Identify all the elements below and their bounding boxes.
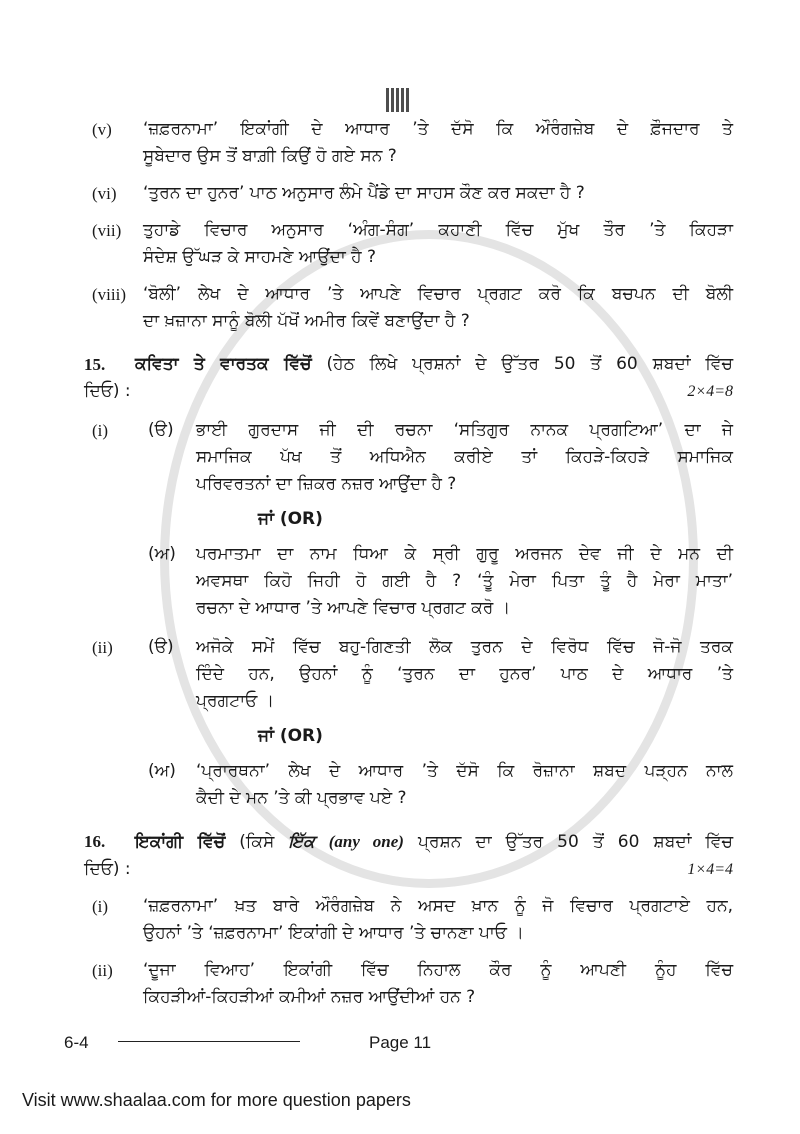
question-item [92, 281, 733, 335]
question-heading [135, 351, 733, 378]
heading-emphasis: ਇੱਕ [288, 832, 315, 852]
question-heading [135, 828, 733, 856]
item-label: (i) [92, 897, 109, 916]
heading-text: ਪ੍ਰਸ਼ਨ ਦਾ ਉੱਤਰ 50 ਤੋਂ 60 ਸ਼ਬਦਾਂ ਵਿੱਚ [417, 832, 734, 852]
item-label: (viii) [92, 285, 126, 304]
question-15 [84, 351, 733, 378]
question-item [92, 957, 733, 1011]
question-line: ਦਿੰਦੇ ਹਨ, ਉਹਨਾਂ ਨੂੰ ‘ਤੁਰਨ ਦਾ ਹੁਨਰ’ ਪਾਠ ਦੇ ਆਧਾਰ ’ਤੇ [196, 664, 733, 684]
question-item [92, 893, 733, 947]
question-line: ‘ਤੁਰਨ ਦਾ ਹੁਨਰ’ ਪਾਠ ਅਨੁਸਾਰ ਲੰਮੇ ਪੈਂਡੇ ਦਾ ਸਾਹਸ ਕੌਣ ਕਰ ਸਕਦਾ ਹੈ ? [143, 183, 585, 203]
or-separator: ਜਾਂ (OR) [258, 509, 323, 529]
question-item [92, 634, 733, 715]
question-line: ਭਾਈ ਗੁਰਦਾਸ ਜੀ ਦੀ ਰਚਨਾ ‘ਸਤਿਗੁਰ ਨਾਨਕ ਪ੍ਰਗਟਿਆ’ ਦਾ ਜੇ [196, 420, 733, 440]
item-label: (vi) [92, 184, 117, 203]
page-footer [64, 1029, 733, 1059]
heading-english: (any one) [328, 832, 404, 851]
question-line: ‘ਜ਼ਫ਼ਰਨਾਮਾ’ ਇਕਾਂਗੀ ਦੇ ਆਧਾਰ ’ਤੇ ਦੱਸੋ ਕਿ ਔਰੰਗਜ਼ੇਬ ਦੇ ਫ਼ੌਜਦਾਰ ਤੇ [143, 119, 733, 139]
paper-code: 6-4 [64, 1033, 89, 1052]
question-item [92, 180, 733, 207]
question-line: ‘ਪ੍ਰਾਰਥਨਾ’ ਲੇਖ ਦੇ ਆਧਾਰ ’ਤੇ ਦੱਸੋ ਕਿ ਰੋਜ਼ਾਨਾ ਸ਼ਬਦ ਪੜ੍ਹਨ ਨਾਲ [196, 761, 733, 781]
question-line: ਅਜੋਕੇ ਸਮੇਂ ਵਿੱਚ ਬਹੁ-ਗਿਣਤੀ ਲੋਕ ਤੁਰਨ ਦੇ ਵਿਰੋਧ ਵਿੱਚ ਜੋ-ਜੋ ਤਰਕ [196, 637, 733, 657]
marks: 1×4=4 [687, 861, 733, 878]
question-item [92, 541, 733, 622]
question-line: ਕਿਹੜੀਆਂ-ਕਿਹੜੀਆਂ ਕਮੀਆਂ ਨਜ਼ਰ ਆਉਂਦੀਆਂ ਹਨ ? [143, 987, 476, 1007]
heading-text: (ਹੇਠ ਲਿਖੇ ਪ੍ਰਸ਼ਨਾਂ ਦੇ ਉੱਤਰ 50 ਤੋਂ 60 ਸ਼ਬਦਾਂ ਵਿੱਚ [326, 354, 734, 374]
question-item [92, 217, 733, 271]
item-label: (i) [92, 421, 109, 440]
option-label: (ੳ) [148, 637, 174, 657]
option-label: (ਅ) [148, 761, 176, 781]
option-label: (ੳ) [148, 420, 174, 440]
footer-divider [118, 1041, 300, 1042]
item-label: (v) [92, 120, 112, 139]
item-label: (ii) [92, 961, 113, 980]
question-item [92, 116, 733, 170]
or-separator: ਜਾਂ (OR) [258, 726, 323, 746]
qr-code-icon [386, 88, 410, 112]
item-label: (ii) [92, 638, 113, 657]
question-line: ਪਰਮਾਤਮਾ ਦਾ ਨਾਮ ਧਿਆ ਕੇ ਸ੍ਰੀ ਗੁਰੂ ਅਰਜਨ ਦੇਵ ਜੀ ਦੇ ਮਨ ਦੀ [196, 544, 733, 564]
question-16 [84, 828, 733, 856]
question-line: ਰਚਨਾ ਦੇ ਆਧਾਰ ’ਤੇ ਆਪਣੇ ਵਿਚਾਰ ਪ੍ਰਗਟ ਕਰੋ । [196, 598, 511, 618]
question-line: ਪ੍ਰਗਟਾਓ । [196, 691, 275, 711]
question-line: ‘ਬੋਲੀ’ ਲੇਖ ਦੇ ਆਧਾਰ ’ਤੇ ਆਪਣੇ ਵਿਚਾਰ ਪ੍ਰਗਟ ਕਰੋ ਕਿ ਬਚਪਨ ਦੀ ਬੋਲੀ [143, 284, 733, 304]
page-number: Page 11 [369, 1033, 432, 1052]
question-line: ‘ਦੂਜਾ ਵਿਆਹ’ ਇਕਾਂਗੀ ਵਿੱਚ ਨਿਹਾਲ ਕੌਰ ਨੂੰ ਆਪਣੀ ਨੂੰਹ ਵਿੱਚ [143, 960, 733, 980]
visit-link[interactable]: Visit www.shaalaa.com for more question papers [22, 1090, 411, 1110]
question-line: ਤੁਹਾਡੇ ਵਿਚਾਰ ਅਨੁਸਾਰ ‘ਅੰਗ-ਸੰਗ’ ਕਹਾਣੀ ਵਿੱਚ ਮੁੱਖ ਤੌਰ ’ਤੇ ਕਿਹੜਾ [143, 220, 733, 240]
item-label: (vii) [92, 221, 122, 240]
heading-bold: ਕਵਿਤਾ ਤੇ ਵਾਰਤਕ ਵਿੱਚੋਂ [135, 354, 312, 374]
question-line: ਪਰਿਵਰਤਨਾਂ ਦਾ ਜ਼ਿਕਰ ਨਜ਼ਰ ਆਉਂਦਾ ਹੈ ? [196, 474, 457, 494]
heading-bold: ਇਕਾਂਗੀ ਵਿੱਚੋਂ [135, 832, 226, 852]
question-line: ਅਵਸਥਾ ਕਿਹੋ ਜਿਹੀ ਹੋ ਗਈ ਹੈ ? ‘ਤੂੰ ਮੇਰਾ ਪਿਤਾ ਤੂੰ ਹੈ ਮੇਰਾ ਮਾਤਾ’ [196, 571, 733, 591]
question-line: ਸੂਬੇਦਾਰ ਉਸ ਤੋਂ ਬਾਗ਼ੀ ਕਿਉਂ ਹੋ ਗਏ ਸਨ ? [143, 146, 397, 166]
heading-line2: ਦਿਓ) : [84, 859, 131, 879]
question-line: ਸੰਦੇਸ਼ ਉੱਘੜ ਕੇ ਸਾਹਮਣੇ ਆਉਂਦਾ ਹੈ ? [143, 247, 377, 267]
heading-line2-row [84, 856, 733, 883]
question-number: 15. [84, 355, 106, 374]
question-line: ਉਹਨਾਂ ’ਤੇ ‘ਜ਼ਫ਼ਰਨਾਮਾ’ ਇਕਾਂਗੀ ਦੇ ਆਧਾਰ ’ਤੇ ਚਾਨਣਾ ਪਾਓ । [143, 923, 524, 943]
marks: 2×4=8 [687, 383, 733, 400]
heading-line2-row [84, 378, 733, 405]
question-line: ਦਾ ਖ਼ਜ਼ਾਨਾ ਸਾਨੂੰ ਬੋਲੀ ਪੱਖੋਂ ਅਮੀਰ ਕਿਵੇਂ ਬਣਾਉਂਦਾ ਹੈ ? [143, 311, 470, 331]
heading-line2: ਦਿਓ) : [84, 381, 131, 401]
question-line: ‘ਜ਼ਫ਼ਰਨਾਮਾ’ ਖ਼ਤ ਬਾਰੇ ਔਰੰਗਜ਼ੇਬ ਨੇ ਅਸਦ ਖ਼ਾਨ ਨੂੰ ਜੋ ਵਿਚਾਰ ਪ੍ਰਗਟਾਏ ਹਨ, [143, 896, 733, 916]
option-label: (ਅ) [148, 544, 176, 564]
question-line: ਸਮਾਜਿਕ ਪੱਖ ਤੋਂ ਅਧਿਐਨ ਕਰੀਏ ਤਾਂ ਕਿਹੜੇ-ਕਿਹੜੇ ਸਮਾਜਿਕ [196, 447, 733, 467]
question-number: 16. [84, 832, 106, 851]
question-item [92, 758, 733, 812]
question-item [92, 417, 733, 498]
heading-text: (ਕਿਸੇ [239, 832, 275, 852]
question-line: ਕੈਦੀ ਦੇ ਮਨ ’ਤੇ ਕੀ ਪ੍ਰਭਾਵ ਪਏ ? [196, 788, 407, 808]
